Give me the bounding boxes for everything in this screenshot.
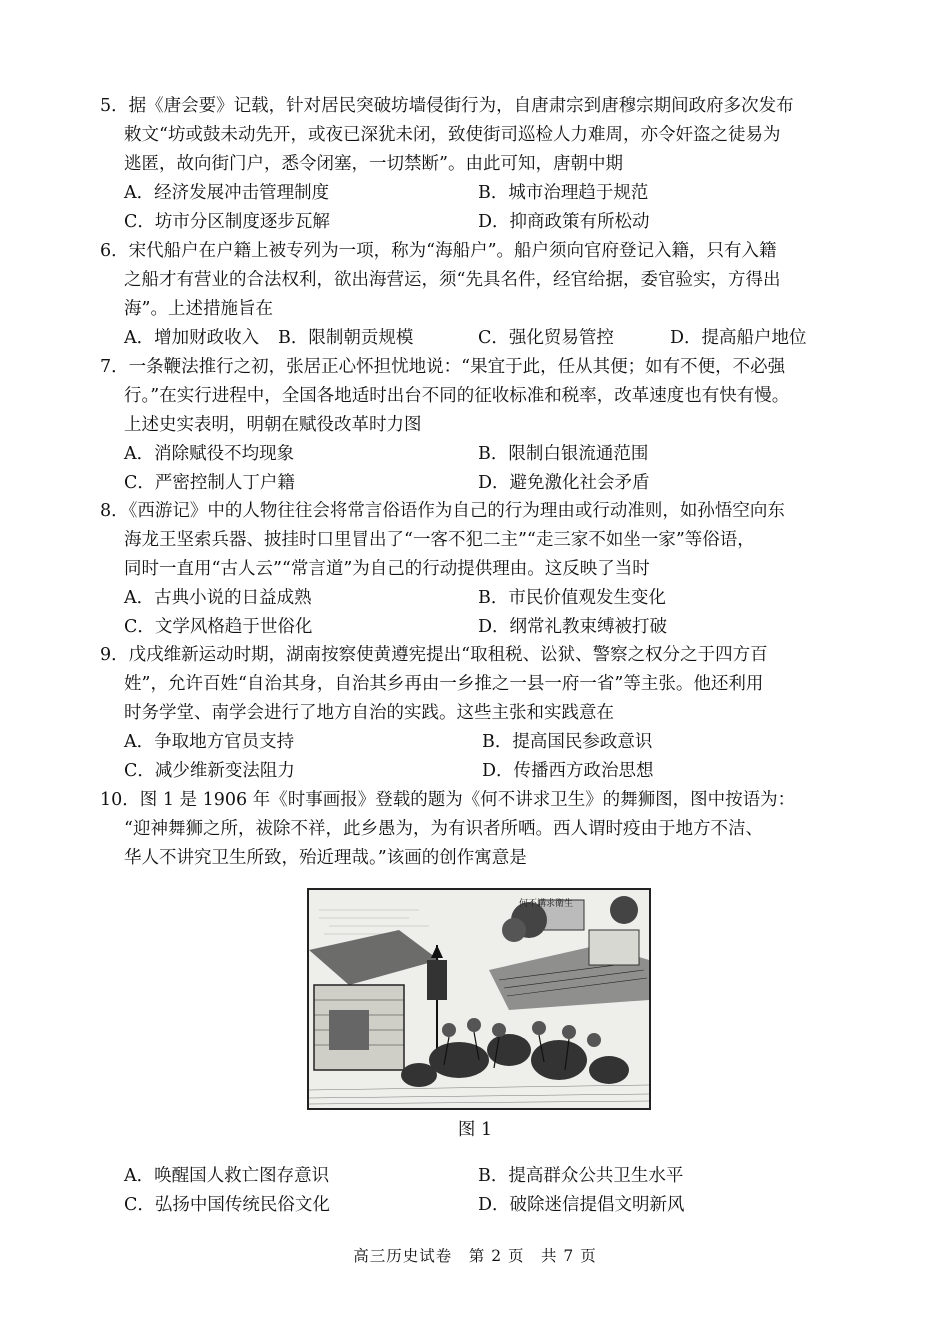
q8-options-row2 — [100, 613, 860, 642]
q6-option-d: D．提高船户地位 — [670, 328, 807, 348]
q9-stem-line3: 时务学堂、南学会进行了地方自治的实践。这些主张和实践意在 — [124, 703, 614, 723]
q10-stem-line3: 华人不讲究卫生所致，殆近理哉。”该画的创作寓意是 — [124, 848, 527, 868]
q7-options-row2 — [100, 469, 860, 498]
figure-title-text: 何不講求衛生 — [519, 899, 574, 909]
q7-option-a: A．消除赋役不均现象 — [124, 444, 295, 464]
q6-stem-line1: 6．宋代船户在户籍上被专列为一项，称为“海船户”。船户须向官府登记入籍，只有入籍 — [100, 241, 777, 261]
question-9 — [100, 641, 860, 786]
q9-option-a: A．争取地方官员支持 — [124, 732, 295, 752]
figure-1-illustration — [307, 888, 651, 1110]
q5-option-c: C．坊市分区制度逐步瓦解 — [124, 212, 330, 232]
q9-option-c: C．减少维新变法阻力 — [124, 761, 295, 781]
q6-stem-line3: 海”。上述措施旨在 — [124, 299, 273, 319]
q5-options-row2 — [100, 208, 860, 237]
question-8 — [100, 497, 860, 642]
q10-option-a: A．唤醒国人救亡图存意识 — [124, 1166, 330, 1186]
q7-options-row1 — [100, 440, 860, 469]
page-footer: 高三历史试卷 第 2 页 共 7 页 — [353, 1247, 597, 1265]
q8-option-a: A．古典小说的日益成熟 — [124, 588, 312, 608]
q5-option-d: D．抑商政策有所松动 — [478, 212, 650, 232]
q5-option-a: A．经济发展冲击管理制度 — [124, 183, 330, 203]
q7-stem-line1: 7．一条鞭法推行之初，张居正心怀担忧地说：“果宜于此，任从其便；如有不便，不必强 — [100, 357, 786, 377]
q7-option-d: D．避免激化社会矛盾 — [478, 473, 650, 493]
q8-stem-line3: 同时一直用“古人云”“常言道”为自己的行动提供理由。这反映了当时 — [124, 559, 650, 579]
q6-stem-line2: 之船才有营业的合法权利，欲出海营运，须“先具名件，经官给据，委官验实，方得出 — [124, 270, 781, 290]
q8-options-row1 — [100, 584, 860, 613]
q8-option-b: B．市民价值观发生变化 — [478, 588, 666, 608]
q5-option-b: B．城市治理趋于规范 — [478, 183, 649, 203]
q8-option-c: C．文学风格趋于世俗化 — [124, 617, 313, 637]
q9-options-row1 — [100, 728, 860, 757]
q5-stem-line1: 5．据《唐会要》记载，针对居民突破坊墙侵街行为，自唐肃宗到唐穆宗期间政府多次发布 — [100, 96, 794, 116]
q6-option-c: C．强化贸易管控 — [478, 328, 614, 348]
q9-stem-line2: 姓”，允许百姓“自治其身，自治其乡再由一乡推之一县一府一省”等主张。他还利用 — [124, 674, 764, 694]
question-10 — [100, 786, 880, 873]
question-5 — [100, 92, 860, 237]
q9-stem-line1: 9．戊戌维新运动时期，湖南按察使黄遵宪提出“取租税、讼狱、警察之权分之于四方百 — [100, 645, 768, 665]
lion-dance-engraving — [309, 890, 649, 1108]
q5-options-row1 — [100, 179, 860, 208]
q5-stem-line3: 逃匿，故向街门户，悉令闭塞，一切禁断”。由此可知，唐朝中期 — [124, 154, 623, 174]
q6-options-row — [100, 324, 860, 353]
q10-option-b: B．提高群众公共卫生水平 — [478, 1166, 684, 1186]
q8-stem-line1: 8．《西游记》中的人物往往会将常言俗语作为自己的行为理由或行动准则，如孙悟空向东 — [100, 501, 785, 521]
q9-option-b: B．提高国民参政意识 — [482, 732, 653, 752]
q10-stem-line2: “迎神舞狮之所，祓除不祥，此乡愚为，为有识者所哂。西人谓时疫由于地方不洁、 — [124, 819, 763, 839]
q6-option-a: A．增加财政收入 — [124, 328, 260, 348]
q10-options-row1 — [100, 1162, 860, 1191]
question-7 — [100, 353, 860, 498]
q8-stem-line2: 海龙王坚索兵器、披挂时口里冒出了“一客不犯二主”“走三家不如坐一家”等俗语， — [124, 530, 755, 550]
q10-options — [100, 1162, 860, 1220]
q6-option-b: B．限制朝贡规模 — [278, 328, 414, 348]
q7-option-b: B．限制白银流通范围 — [478, 444, 649, 464]
question-6 — [100, 237, 860, 353]
q7-option-c: C．严密控制人丁户籍 — [124, 473, 295, 493]
q8-option-d: D．纲常礼教束缚被打破 — [478, 617, 668, 637]
q10-options-row2 — [100, 1191, 860, 1220]
q9-options-row2 — [100, 757, 860, 786]
q7-stem-line3: 上述史实表明，明朝在赋役改革时力图 — [124, 415, 422, 435]
q7-stem-line2: 行。”在实行进程中，全国各地适时出台不同的征收标准和税率，改革速度也有快有慢。 — [124, 386, 790, 406]
q5-stem-line2: 敕文“坊或鼓未动先开，或夜已深犹未闭，致使街司巡检人力难周，亦令奸盗之徒易为 — [124, 125, 781, 145]
figure-1-caption: 图 1 — [457, 1120, 493, 1140]
q9-option-d: D．传播西方政治思想 — [482, 761, 654, 781]
q10-option-d: D．破除迷信提倡文明新风 — [478, 1195, 685, 1215]
q10-option-c: C．弘扬中国传统民俗文化 — [124, 1195, 330, 1215]
q10-stem-line1: 10．图 1 是 1906 年《时事画报》登载的题为《何不讲求卫生》的舞狮图，图中按语为： — [100, 790, 796, 810]
